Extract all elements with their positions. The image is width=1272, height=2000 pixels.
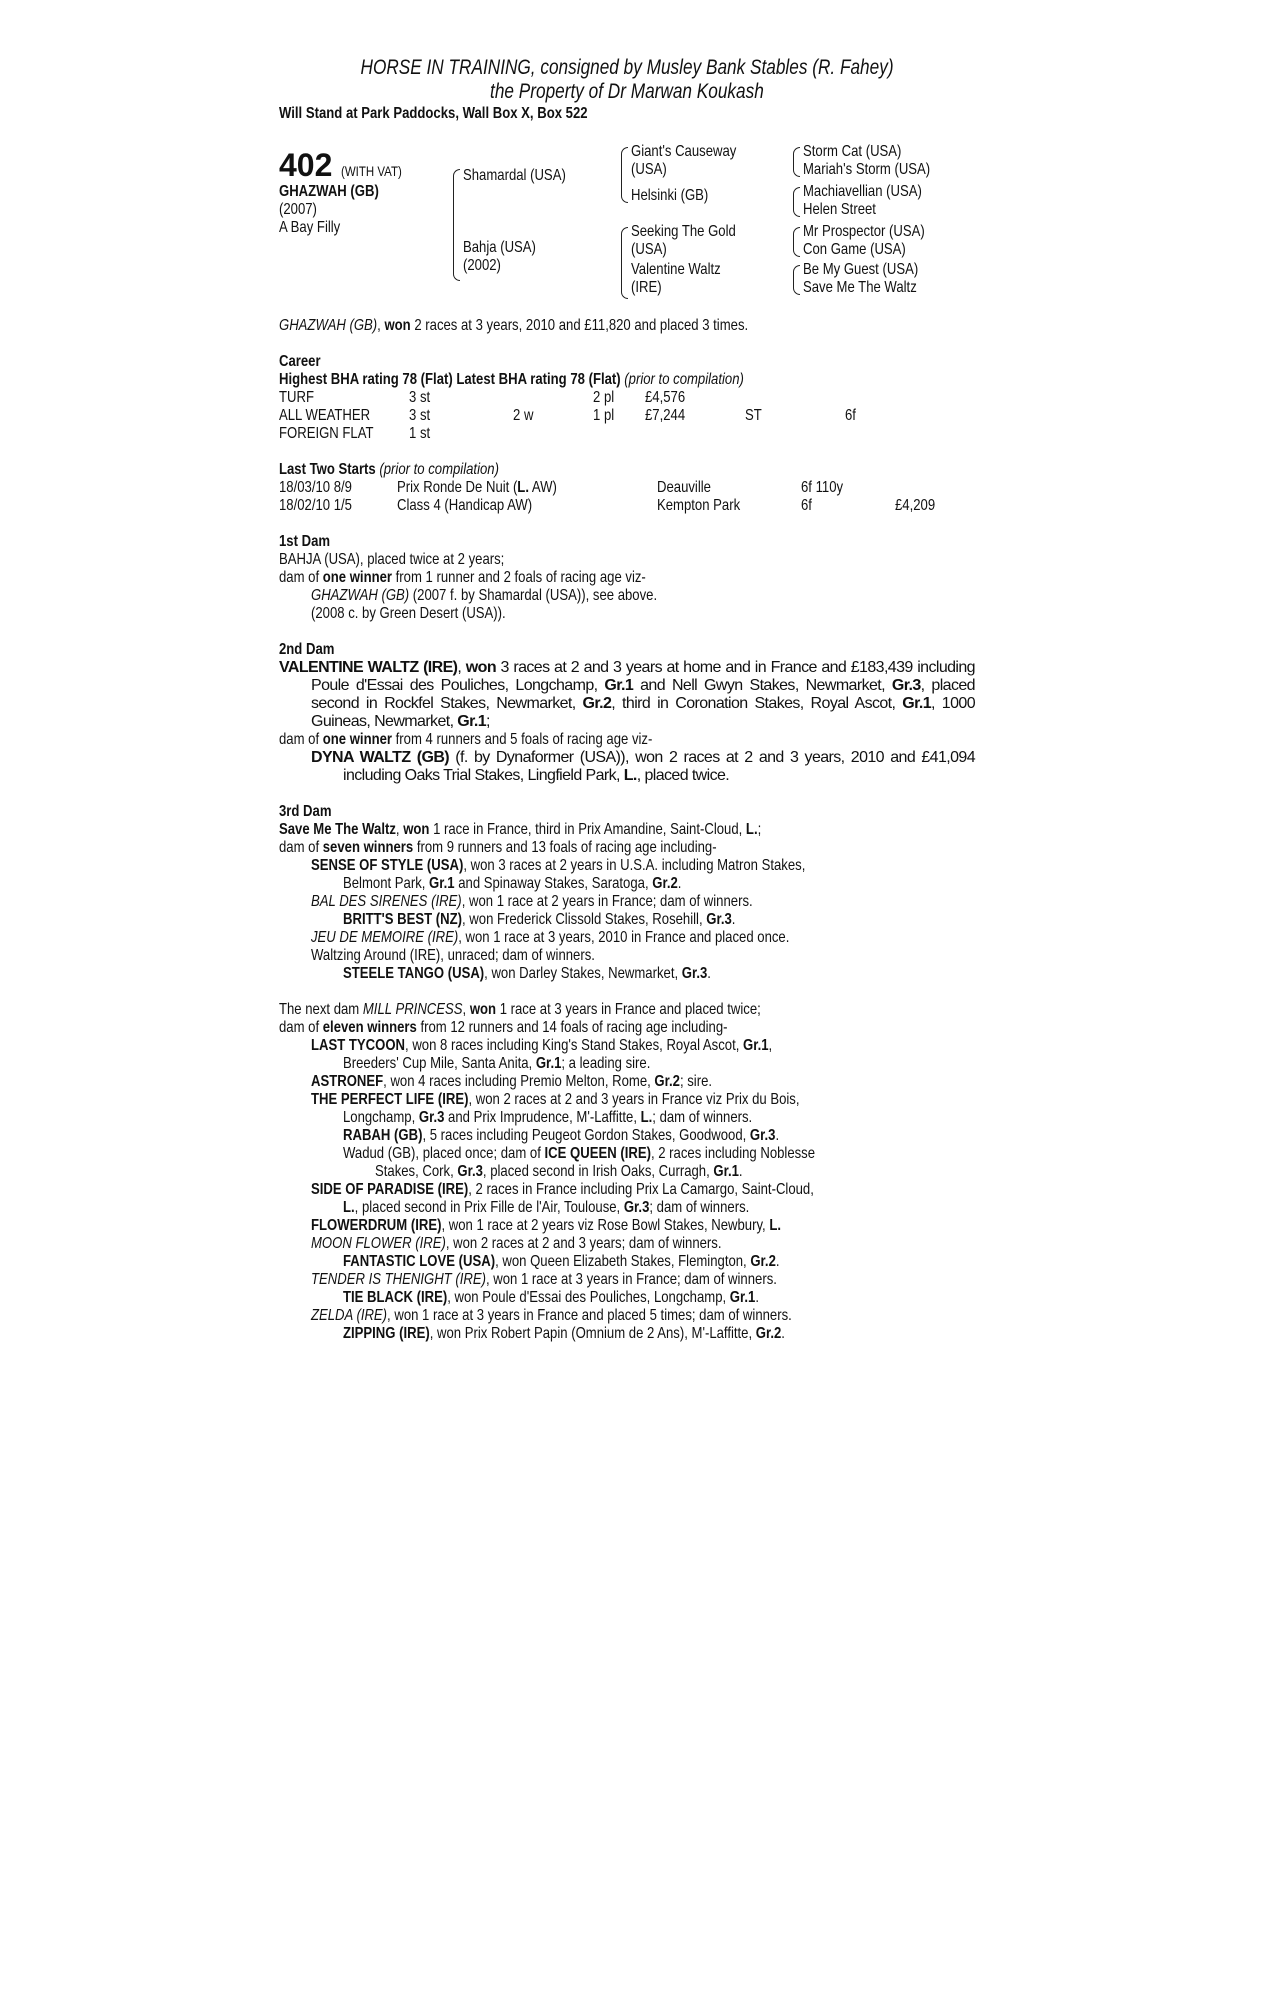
career-table [279, 389, 975, 443]
produce-line [279, 1217, 975, 1235]
text-run: FLOWERDRUM (IRE) [311, 1217, 442, 1234]
text-run: The next dam [279, 1001, 363, 1018]
text-run: , [457, 659, 466, 676]
vat-label: (WITH VAT) [341, 163, 403, 179]
produce-line [279, 893, 975, 911]
pedigree-block [279, 143, 975, 303]
stand-location: Will Stand at Park Paddocks, Wall Box X, Box 522 [279, 105, 588, 122]
text-run: SENSE OF STYLE (USA) [311, 857, 464, 874]
start-date: 18/03/10 8/9 [279, 479, 352, 496]
ancestor-g7: Be My Guest (USA) [803, 261, 919, 278]
brace-dam-line [621, 227, 628, 299]
brace-g1 [793, 147, 800, 177]
text-run: Gr.3 [681, 965, 708, 982]
text-run: . [707, 965, 711, 982]
text-run: Gr.3 [749, 1127, 776, 1144]
produce-line [279, 1163, 975, 1181]
produce-line [279, 1109, 975, 1127]
text-run: dam of [279, 839, 323, 856]
text-run: , 2 races including Noblesse [650, 1145, 816, 1162]
text-run: ; dam of winners. [649, 1199, 750, 1216]
text-run: Gr.3 [457, 1163, 483, 1180]
dam2-record [279, 659, 975, 731]
brace-sire-line [621, 147, 628, 203]
text-run: , won 2 races at 2 and 3 years in France viz Prix du Bois, [468, 1091, 800, 1108]
career-heading: Career [279, 353, 321, 370]
career-cell-starts: 1 st [409, 425, 431, 442]
text-run: MOON FLOWER (IRE) [311, 1235, 446, 1252]
produce-line [279, 1019, 975, 1037]
text-run: JEU DE MEMOIRE (IRE) [311, 929, 459, 946]
race-summary: GHAZWAH (GB), won 2 races at 3 years, 2010 and £11,820 and placed 3 times. [279, 317, 749, 334]
text-run: , 1000 Guineas, Newmarket, [311, 695, 975, 730]
start-race [397, 479, 557, 497]
produce-line [279, 839, 975, 857]
text-run: , won Frederick Clissold Stakes, Rosehill, [462, 911, 707, 928]
produce-line [279, 1181, 975, 1199]
text-run: VALENTINE WALTZ (IRE) [279, 659, 458, 676]
ancestor-g3: Machiavellian (USA) [803, 183, 922, 200]
career-cell-starts: 3 st [409, 407, 431, 424]
dam-dam-country: (IRE) [631, 279, 662, 296]
text-run: BAL DES SIRENES (IRE) [311, 893, 462, 910]
text-run: L. [640, 1109, 653, 1126]
text-run: FANTASTIC LOVE (USA) [343, 1253, 496, 1270]
career-cell-surface: TURF [279, 389, 314, 406]
text-run: 1 race at 3 years in France and placed twice; [496, 1001, 761, 1018]
text-run: , won 1 race at 3 years, 2010 in France and placed once. [458, 929, 790, 946]
text-run: eleven winners [322, 1019, 417, 1036]
produce-line [279, 929, 975, 947]
text-run: , 2 races in France including Prix La Camargo, Saint-Cloud, [468, 1181, 814, 1198]
text-run: , won 1 race at 2 years viz Rose Bowl Stakes, Newbury, [441, 1217, 770, 1234]
consignor-line: HORSE IN TRAINING, consigned by Musley Bank Stables (R. Fahey) [360, 56, 894, 79]
text-run: L. [745, 821, 758, 838]
career-cell-wins: 2 w [513, 407, 534, 424]
ancestor-g5: Mr Prospector (USA) [803, 223, 925, 240]
text-run: DYNA WALTZ (GB) [311, 749, 450, 766]
text-run: , third in Coronation Stakes, Royal Ascot, [611, 695, 903, 712]
text-run: , placed second in Irish Oaks, Curragh, [482, 1163, 714, 1180]
dam2-produce [279, 731, 975, 749]
text-run: Wadud (GB), placed once; dam of [343, 1145, 545, 1162]
text-run: Gr.1 [535, 1055, 562, 1072]
start-distance: 6f [801, 497, 812, 514]
produce-line [279, 965, 975, 983]
text-run: and Spinaway Stakes, Saratoga, [454, 875, 653, 892]
produce-line [279, 875, 975, 893]
text-run: Gr.3 [418, 1109, 445, 1126]
dam3-list [279, 821, 975, 983]
career-cell-surface: ALL WEATHER [279, 407, 371, 424]
brace-g3 [793, 227, 800, 257]
text-run: STEELE TANGO (USA) [343, 965, 485, 982]
produce-line [279, 1199, 975, 1217]
text-run: , won Poule d'Essai des Pouliches, Longchamp, [447, 1289, 730, 1306]
text-run: Gr.2 [755, 1325, 782, 1342]
text-run: one winner [322, 731, 393, 748]
start-row [279, 479, 975, 497]
text-run: . [781, 1325, 785, 1342]
text-run: from 4 runners and 5 foals of racing age viz- [392, 731, 653, 748]
sire-name: Shamardal (USA) [463, 167, 566, 184]
career-row [279, 389, 975, 407]
text-run: , [462, 1001, 470, 1018]
text-run: ICE QUEEN (IRE) [544, 1145, 651, 1162]
text-run: ; sire. [679, 1073, 713, 1090]
text-run: L. [623, 767, 637, 784]
text-run: , [768, 1037, 773, 1054]
text-run: seven winners [322, 839, 414, 856]
produce-line [279, 1307, 975, 1325]
dam2-heading: 2nd Dam [279, 641, 335, 658]
text-run: from 12 runners and 14 foals of racing age including- [416, 1019, 728, 1036]
career-cell-placed: 1 pl [593, 407, 615, 424]
dam3-heading: 3rd Dam [279, 803, 332, 820]
lot-number: 402 (WITH VAT) [279, 149, 415, 187]
dam1-heading: 1st Dam [279, 533, 331, 550]
text-run: dam of [279, 1019, 323, 1036]
race-name: Class 4 (Handicap AW) [397, 497, 533, 514]
dam-sire: Seeking The Gold [631, 223, 736, 240]
brace-g2 [793, 187, 800, 217]
produce-line [279, 1145, 975, 1163]
dam1-line: BAHJA (USA), placed twice at 2 years; [279, 551, 505, 568]
text-run: . [731, 911, 736, 928]
dam1-foal-2008: (2008 c. by Green Desert (USA)). [311, 605, 506, 622]
start-row [279, 497, 975, 515]
last-two-table [279, 479, 975, 515]
text-run: ZIPPING (IRE) [343, 1325, 430, 1342]
text-run: Gr.2 [652, 875, 678, 892]
ancestor-g8: Save Me The Waltz [803, 279, 917, 296]
produce-line [279, 1037, 975, 1055]
text-run: Gr.3 [623, 1199, 650, 1216]
dam1-produce: dam of one winner from 1 runner and 2 foals of racing age viz- [279, 569, 646, 586]
text-run: from 9 runners and 13 foals of racing age including- [413, 839, 717, 856]
career-cell-money: £4,576 [645, 389, 686, 406]
start-race [397, 497, 532, 515]
text-run: (f. by Dynaformer (USA)), won 2 races at 2 and 3 years, 2010 and £41,094 including Oaks Trial Stakes, Lingfield Park, [343, 749, 976, 784]
last-two-heading: Last Two Starts (prior to compilation) [279, 461, 499, 478]
text-run: Gr.1 [457, 713, 487, 730]
text-run: Breeders' Cup Mile, Santa Anita, [343, 1055, 536, 1072]
text-run: , won 2 races at 2 and 3 years; dam of winners. [445, 1235, 722, 1252]
text-run: Gr.1 [604, 677, 634, 694]
text-run: Belmont Park, [343, 875, 430, 892]
career-row [279, 425, 975, 443]
brace-sire-dam [453, 169, 460, 281]
race-surface: AW) [528, 479, 557, 496]
text-run: , won 3 races at 2 years in U.S.A. including Matron Stakes, [463, 857, 806, 874]
bha-rating: Highest BHA rating 78 (Flat) Latest BHA rating 78 (Flat) (prior to compilation) [279, 371, 744, 388]
start-date: 18/02/10 1/5 [279, 497, 352, 514]
text-run: , won 1 race at 2 years in France; dam of winners. [461, 893, 753, 910]
produce-line [279, 947, 975, 965]
sire-sire: Giant's Causeway [631, 143, 737, 160]
text-run: Gr.1 [902, 695, 932, 712]
text-run: won [465, 659, 496, 676]
produce-line [279, 1271, 975, 1289]
brace-g4 [793, 265, 800, 295]
ancestor-g1: Storm Cat (USA) [803, 143, 902, 160]
produce-line [279, 911, 975, 929]
text-run: dam of [279, 731, 323, 748]
text-run: and Nell Gwyn Stakes, Newmarket, [633, 677, 892, 694]
text-run: Gr.1 [743, 1037, 769, 1054]
text-run: , 5 races including Peugeot Gordon Stakes, Goodwood, [422, 1127, 750, 1144]
text-run: Gr.1 [713, 1163, 739, 1180]
text-run: Gr.2 [582, 695, 612, 712]
text-run: , won Darley Stakes, Newmarket, [484, 965, 682, 982]
next-dam-list [279, 1001, 975, 1343]
dam-sire-country: (USA) [631, 241, 667, 258]
text-run: TENDER IS THENIGHT (IRE) [311, 1271, 486, 1288]
text-run: , won 8 races including King's Stand Stakes, Royal Ascot, [405, 1037, 744, 1054]
text-run: Gr.3 [891, 677, 921, 694]
dam2-foal [279, 749, 975, 785]
text-run: Stakes, Cork, [375, 1163, 458, 1180]
dam-dam: Valentine Waltz [631, 261, 721, 278]
text-run: SIDE OF PARADISE (IRE) [311, 1181, 469, 1198]
produce-line [279, 1055, 975, 1073]
sire-dam: Helsinki (GB) [631, 187, 709, 204]
horse-description: A Bay Filly [279, 219, 341, 236]
dam-name: Bahja (USA) [463, 239, 536, 256]
produce-line [279, 1127, 975, 1145]
produce-line [279, 821, 975, 839]
text-run: TIE BLACK (IRE) [343, 1289, 448, 1306]
produce-line [279, 1235, 975, 1253]
dam1-foal-2007: GHAZWAH (GB) (2007 f. by Shamardal (USA)), see above. [311, 587, 658, 604]
career-cell-dist: 6f [845, 407, 856, 424]
text-run: won [469, 1001, 497, 1018]
text-run: and Prix Imprudence, M'-Laffitte, [444, 1109, 641, 1126]
text-run: RABAH (GB) [343, 1127, 423, 1144]
text-run: Gr.2 [750, 1253, 776, 1270]
career-row [279, 407, 975, 425]
start-distance: 6f 110y [801, 479, 844, 496]
text-run: won [403, 821, 430, 838]
text-run: , placed second in Rockfel Stakes, Newmarket, [311, 677, 975, 712]
text-run: , won 1 race at 3 years in France; dam of winners. [485, 1271, 777, 1288]
text-run: , placed second in Prix Fille de l'Air, Toulouse, [354, 1199, 624, 1216]
foaling-year: (2007) [279, 201, 317, 218]
text-run: THE PERFECT LIFE (IRE) [311, 1091, 469, 1108]
text-run: ; dam of winners. [652, 1109, 753, 1126]
text-run: MILL PRINCESS [362, 1001, 463, 1018]
text-run: LAST TYCOON [311, 1037, 406, 1054]
catalogue-page [279, 56, 975, 1343]
text-run: 3 races at 2 and 3 years at home and in France and £183,439 including Poule d'Essai des Pouliches, Longchamp, [311, 659, 975, 694]
text-run: , won 1 race at 3 years in France and placed 5 times; dam of winners. [387, 1307, 792, 1324]
text-run: Gr.1 [429, 875, 455, 892]
text-run: L. [343, 1199, 355, 1216]
career-cell-surface: FOREIGN FLAT [279, 425, 374, 442]
text-run: , [395, 821, 404, 838]
produce-line [279, 1091, 975, 1109]
career-cell-going: ST [745, 407, 762, 424]
produce-line [279, 857, 975, 875]
produce-line [279, 1325, 975, 1343]
race-grade: L. [517, 479, 529, 496]
produce-line [279, 1289, 975, 1307]
sire-sire-country: (USA) [631, 161, 667, 178]
produce-line [279, 1073, 975, 1091]
text-run: , won Prix Robert Papin (Omnium de 2 Ans), M'-Laffitte, [429, 1325, 756, 1342]
text-run: , won 4 races including Premio Melton, Rome, [383, 1073, 655, 1090]
career-cell-money: £7,244 [645, 407, 686, 424]
consignment-header [279, 56, 975, 104]
text-run: . [755, 1289, 759, 1306]
text-run: Gr.1 [729, 1289, 756, 1306]
text-run: . [775, 1127, 780, 1144]
text-run: ; a leading sire. [561, 1055, 651, 1072]
text-run: Gr.2 [654, 1073, 680, 1090]
text-run: ; [757, 821, 762, 838]
career-cell-placed: 2 pl [593, 389, 615, 406]
dam-year: (2002) [463, 257, 501, 274]
text-run: . [738, 1163, 743, 1180]
horse-name: GHAZWAH (GB) [279, 183, 379, 200]
race-name: Prix Ronde De Nuit ( [397, 479, 518, 496]
text-run: 1 race in France, third in Prix Amandine, Saint-Cloud, [429, 821, 746, 838]
text-run: ; [486, 713, 490, 730]
text-run: , placed twice. [636, 767, 730, 784]
career-cell-starts: 3 st [409, 389, 431, 406]
text-run: BRITT'S BEST (NZ) [343, 911, 463, 928]
produce-line [279, 1253, 975, 1271]
text-run: , won Queen Elizabeth Stakes, Flemington, [495, 1253, 751, 1270]
text-run: L. [769, 1217, 782, 1234]
text-run: . [677, 875, 682, 892]
produce-line [279, 1001, 975, 1019]
text-run: ZELDA (IRE) [311, 1307, 388, 1324]
property-line: the Property of Dr Marwan Koukash [490, 80, 764, 103]
text-run: Waltzing Around (IRE), unraced; dam of winners. [311, 947, 595, 964]
ancestor-g6: Con Game (USA) [803, 241, 906, 258]
start-course: Kempton Park [657, 497, 741, 514]
start-prize: £4,209 [895, 497, 936, 514]
text-run: Save Me The Waltz [279, 821, 396, 838]
text-run: Longchamp, [343, 1109, 419, 1126]
text-run: . [775, 1253, 780, 1270]
start-course: Deauville [657, 479, 711, 496]
text-run: Gr.3 [706, 911, 732, 928]
text-run: ASTRONEF [311, 1073, 384, 1090]
ancestor-g2: Mariah's Storm (USA) [803, 161, 931, 178]
ancestor-g4: Helen Street [803, 201, 876, 218]
